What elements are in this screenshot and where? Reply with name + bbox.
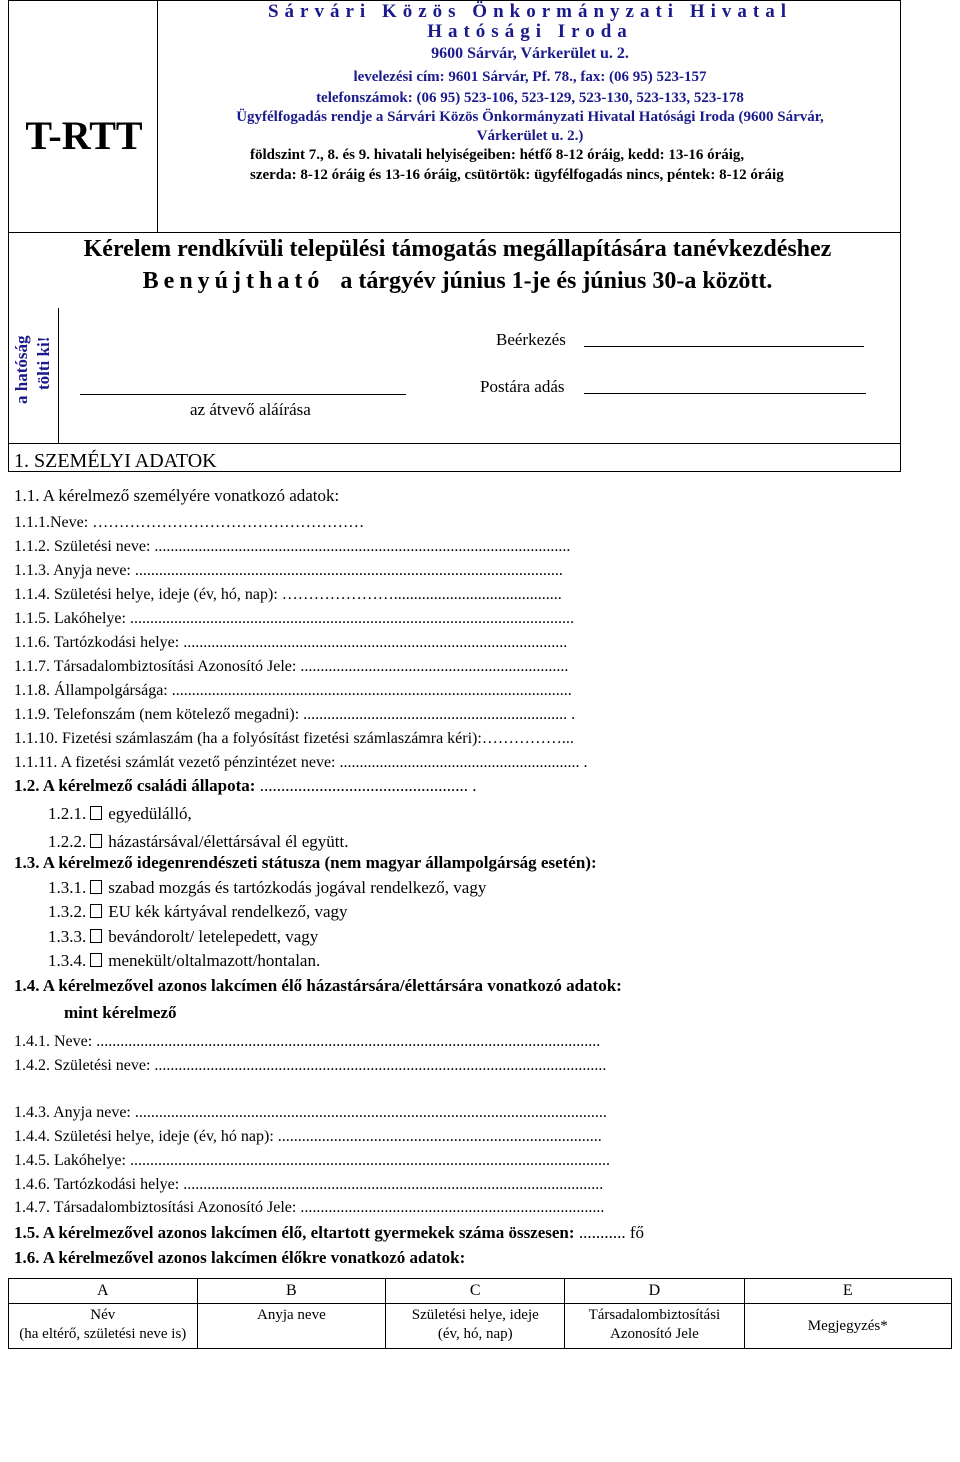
option-text: egyedülálló, bbox=[108, 804, 192, 823]
option-number: 1.2.2. bbox=[48, 832, 87, 851]
field-1-4-1[interactable]: 1.4.1. Neve: .............................................................................................................................. bbox=[14, 1033, 601, 1050]
option-number: 1.3.1. bbox=[48, 878, 87, 897]
header-text: Anyja neve bbox=[257, 1307, 326, 1323]
hours-address: Várkerület u. 2.) bbox=[476, 128, 584, 144]
header-subtext: (év, hó, nap) bbox=[437, 1326, 513, 1342]
checkbox-icon[interactable] bbox=[90, 834, 102, 848]
option-number: 1.3.3. bbox=[48, 927, 87, 946]
option-number: 1.2.1. bbox=[48, 804, 87, 823]
header-text: Megjegyzés* bbox=[807, 1317, 888, 1334]
received-field[interactable] bbox=[584, 346, 864, 347]
field-1-1-11[interactable]: 1.1.11. A fizetési számlát vezető pénzintézet neve: ............................................................ . bbox=[14, 754, 588, 771]
field-1-1-7[interactable]: 1.1.7. Társadalombiztosítási Azonosító Jele: ................................................................... bbox=[14, 658, 569, 675]
field-1-4-4[interactable]: 1.4.4. Születési helye, ideje (év, hó nap): ................................................................................. bbox=[14, 1128, 602, 1145]
option-1-3-1[interactable] bbox=[48, 878, 486, 898]
posted-label: Postára adás bbox=[480, 377, 565, 396]
posted-field[interactable] bbox=[584, 393, 866, 394]
office-department: Hatósági Iroda bbox=[427, 21, 633, 42]
header-text: Társadalombiztosítási bbox=[588, 1307, 721, 1323]
checkbox-icon[interactable] bbox=[90, 953, 102, 967]
checkbox-icon[interactable] bbox=[90, 880, 102, 894]
mail-fax: levelezési cím: 9601 Sárvár, Pf. 78., fax: (06 95) 523-157 bbox=[353, 69, 707, 85]
section-1-2-dots: ................................................. . bbox=[259, 776, 477, 795]
table-header-row bbox=[9, 1304, 952, 1349]
field-1-1-6[interactable]: 1.1.6. Tartózkodási helye: ................................................................................................ bbox=[14, 634, 568, 651]
column-header-birth bbox=[386, 1304, 565, 1349]
field-1-1-5[interactable]: 1.1.5. Lakóhelye: ............................................................................................................... bbox=[14, 610, 574, 627]
section-1-5-row[interactable] bbox=[14, 1223, 644, 1243]
field-1-1-10[interactable]: 1.1.10. Fizetési számlaszám (ha a folyósítást fizetési számlaszámra kéri):……………... bbox=[14, 730, 574, 747]
option-single[interactable] bbox=[48, 804, 192, 824]
section-1-3-title: 1.3. A kérelmező idegenrendészeti státusza (nem magyar állampolgárság esetén): bbox=[14, 853, 597, 872]
column-letter: E bbox=[744, 1279, 952, 1304]
option-married[interactable] bbox=[48, 832, 349, 852]
field-1-4-2[interactable]: 1.4.2. Születési neve: ................................................................................................................. bbox=[14, 1057, 607, 1074]
column-letter: A bbox=[9, 1279, 198, 1304]
option-text: házastársával/élettársával él együtt. bbox=[108, 832, 349, 851]
form-title: Kérelem rendkívüli települési támogatás megállapítására tanévkezdéshez bbox=[83, 236, 832, 262]
submission-period bbox=[14, 268, 901, 295]
column-letter: D bbox=[565, 1279, 744, 1304]
office-name: Sárvári Közös Önkormányzati Hivatal bbox=[267, 1, 792, 22]
checkbox-icon[interactable] bbox=[90, 806, 102, 820]
field-1-4-3[interactable]: 1.4.3. Anyja neve: ...................................................................................................................... bbox=[14, 1104, 607, 1121]
column-header-mother bbox=[197, 1304, 386, 1349]
checkbox-icon[interactable] bbox=[90, 904, 102, 918]
section-1-2-row bbox=[14, 776, 476, 796]
submission-dates: a tárgyév június 1-je és június 30-a között. bbox=[340, 268, 773, 294]
column-letter: B bbox=[197, 1279, 386, 1304]
option-number: 1.3.2. bbox=[48, 902, 87, 921]
section-1-5-title: 1.5. A kérelmezővel azonos lakcímen élő, eltartott gyermekek száma összesen: bbox=[14, 1223, 575, 1242]
header-text: Születési helye, ideje bbox=[411, 1307, 539, 1323]
field-1-1-9[interactable]: 1.1.9. Telefonszám (nem kötelező megadni): .................................................................. . bbox=[14, 706, 576, 723]
field-1-1-8[interactable]: 1.1.8. Állampolgársága: .................................................................................................... bbox=[14, 682, 572, 699]
column-letter: C bbox=[386, 1279, 565, 1304]
option-1-3-2[interactable] bbox=[48, 902, 348, 922]
section-1-5-value: ........... fő bbox=[578, 1223, 644, 1242]
option-text: EU kék kártyával rendelkező, vagy bbox=[108, 902, 348, 921]
field-1-4-5[interactable]: 1.4.5. Lakóhelye: ........................................................................................................................ bbox=[14, 1152, 610, 1169]
header-text: Név bbox=[90, 1307, 116, 1323]
section-1-4-title-cont: mint kérelmező bbox=[64, 1003, 177, 1022]
section-1-1-title: 1.1. A kérelmező személyére vonatkozó adatok: bbox=[14, 486, 340, 505]
field-1-1-2[interactable]: 1.1.2. Születési neve: ........................................................................................................ bbox=[14, 538, 571, 555]
column-header-note bbox=[744, 1304, 952, 1349]
signature-field[interactable] bbox=[80, 394, 406, 395]
office-use-text-2: tölti ki! bbox=[34, 336, 53, 390]
column-header-name bbox=[9, 1304, 198, 1349]
signature-label: az átvevő aláírása bbox=[190, 400, 311, 419]
hours-line-2: szerda: 8-12 óráig és 13-16 óráig, csütörtök: ügyfélfogadás nincs, péntek: 8-12 óráig bbox=[250, 167, 784, 183]
option-text: szabad mozgás és tartózkodás jogával rendelkező, vagy bbox=[108, 878, 487, 897]
hours-line-1: földszint 7., 8. és 9. hivatali helyiségeiben: hétfő 8-12 óráig, kedd: 13-16 óráig, bbox=[250, 147, 745, 163]
field-1-1-1[interactable]: 1.1.1.Neve: …………………………………………… bbox=[14, 514, 365, 531]
option-1-3-4[interactable] bbox=[48, 951, 320, 971]
section-1-2-title: 1.2. A kérelmező családi állapota: bbox=[14, 776, 256, 795]
form-code: T-RTT bbox=[25, 113, 143, 158]
header-subtext: Azonosító Jele bbox=[610, 1326, 699, 1342]
checkbox-icon[interactable] bbox=[90, 929, 102, 943]
section-1-4-title: 1.4. A kérelmezővel azonos lakcímen élő házastársára/élettársára vonatkozó adatok: bbox=[14, 976, 622, 995]
field-1-1-4[interactable]: 1.1.4. Születési helye, ideje (év, hó, nap): ………………….......................................... bbox=[14, 586, 562, 603]
hours-intro: Ügyfélfogadás rendje a Sárvári Közös Önkormányzati Hivatal Hatósági Iroda (9600 Sárvár, bbox=[236, 109, 824, 125]
office-address: 9600 Sárvár, Várkerület u. 2. bbox=[431, 45, 629, 62]
field-1-4-6[interactable]: 1.4.6. Tartózkodási helye: ......................................................................................................... bbox=[14, 1176, 604, 1193]
column-header-taj bbox=[565, 1304, 744, 1349]
option-text: bevándorolt/ letelepedett, vagy bbox=[108, 927, 319, 946]
header-subtext: (ha eltérő, születési neve is) bbox=[19, 1326, 187, 1342]
table-letter-row bbox=[9, 1279, 952, 1304]
office-use-text-1: a hatóság bbox=[12, 335, 31, 404]
header-bottom-rule bbox=[8, 232, 901, 233]
option-1-3-3[interactable] bbox=[48, 927, 318, 947]
field-1-1-3[interactable]: 1.1.3. Anyja neve: ........................................................................................................... bbox=[14, 562, 563, 579]
received-label: Beérkezés bbox=[496, 330, 566, 349]
section-1-6-title: 1.6. A kérelmezővel azonos lakcímen élőkre vonatkozó adatok: bbox=[14, 1248, 466, 1267]
submission-label: Benyújtható bbox=[142, 268, 325, 294]
office-use-bottom-rule bbox=[8, 443, 901, 444]
household-table bbox=[8, 1278, 952, 1349]
option-text: menekült/oltalmazott/hontalan. bbox=[108, 951, 321, 970]
section-1-heading: 1. SZEMÉLYI ADATOK bbox=[14, 450, 217, 472]
header-divider bbox=[157, 0, 158, 232]
option-number: 1.3.4. bbox=[48, 951, 87, 970]
field-1-4-7[interactable]: 1.4.7. Társadalombiztosítási Azonosító Jele: ............................................................................ bbox=[14, 1199, 605, 1216]
phone-numbers: telefonszámok: (06 95) 523-106, 523-129, 523-130, 523-133, 523-178 bbox=[316, 90, 744, 106]
office-use-divider bbox=[58, 308, 59, 443]
office-use-side-label bbox=[8, 308, 58, 444]
